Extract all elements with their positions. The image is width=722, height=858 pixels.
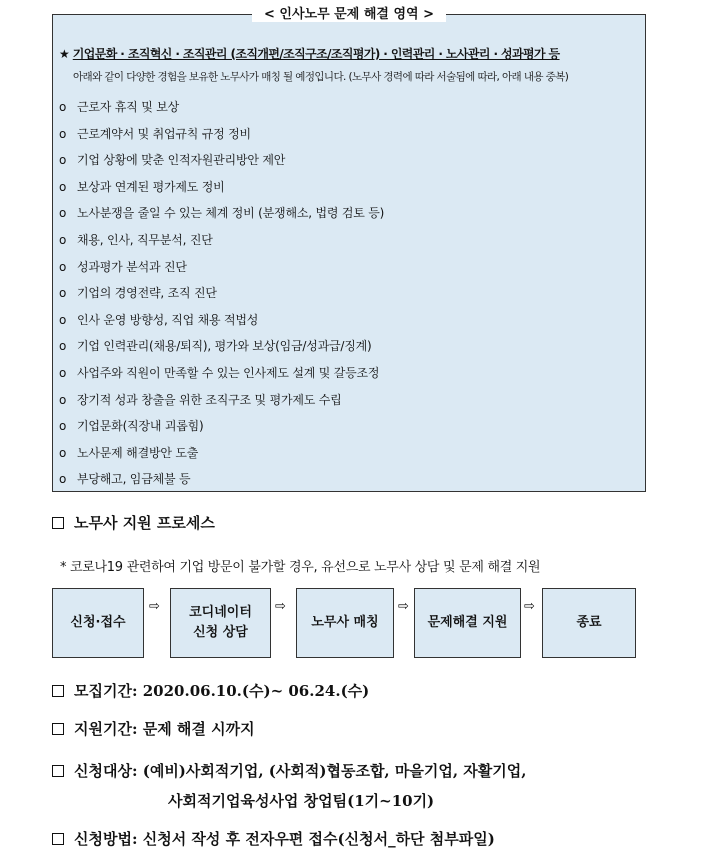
bullet-icon: o	[59, 339, 67, 354]
step-coordinator	[170, 588, 271, 658]
step-apply	[52, 588, 144, 658]
list-item: o 기업문화(직장내 괴롭힘)	[59, 419, 204, 434]
list-item: o 부당해고, 임금체불 등	[59, 472, 191, 487]
process-note: * 코로나19 관련하여 기업 방문이 불가할 경우, 유선으로 노무사 상담 및 문제 해결 지원	[60, 560, 541, 575]
step-matching	[296, 588, 394, 658]
box-note: 아래와 같이 다양한 경험을 보유한 노무사가 매칭 될 예정입니다. (노무사 경력에 따라 서술됨에 따라, 아래 내용 중복)	[73, 71, 569, 83]
target-continued: 사회적기업육성사업 창업팀(1기~10기)	[168, 792, 435, 810]
step-resolve	[414, 588, 521, 658]
bullet-icon: o	[59, 312, 67, 327]
list-item: o 장기적 성과 창출을 위한 조직구조 및 평가제도 수립	[59, 392, 342, 407]
bullet-icon: o	[59, 445, 67, 460]
step-end	[542, 588, 636, 658]
step-label: 종료	[576, 615, 602, 630]
bullet-icon: o	[59, 286, 67, 301]
bullet-icon: o	[59, 126, 67, 141]
checkbox-icon	[52, 833, 64, 845]
list-item: o 채용, 인사, 직무분석, 진단	[59, 233, 213, 247]
bullet-icon: o	[59, 392, 67, 407]
bullet-icon: o	[59, 153, 67, 168]
list-item: o 인사 운영 방향성, 직업 채용 적법성	[59, 312, 259, 327]
arrow-icon: ⇨	[524, 599, 535, 614]
list-item: o 성과평가 분석과 진단	[59, 259, 187, 274]
application-method: 신청방법: 신청서 작성 후 전자우편 접수(신청서_하단 첨부파일)	[52, 828, 495, 850]
bullet-icon: o	[59, 472, 67, 487]
step-label: 신청·접수	[70, 615, 126, 630]
arrow-icon: ⇨	[275, 599, 286, 614]
star-icon: ★	[59, 47, 70, 61]
problem-area-box	[52, 7, 646, 492]
arrow-icon: ⇨	[398, 599, 409, 614]
bullet-icon: o	[59, 419, 67, 434]
arrow-icon: ⇨	[149, 599, 160, 614]
bullet-icon: o	[59, 179, 67, 194]
bullet-icon: o	[59, 259, 67, 274]
list-item: o 보상과 연계된 평가제도 정비	[59, 179, 225, 194]
star-line	[59, 45, 560, 62]
list-item: o 기업의 경영전략, 조직 진단	[59, 286, 217, 301]
process-heading: 노무사 지원 프로세스	[52, 512, 215, 534]
list-item: o 노사분쟁을 줄일 수 있는 체계 정비 (분쟁해소, 법령 검토 등)	[59, 206, 385, 221]
checkbox-icon	[52, 723, 64, 735]
list-item: o 기업 인력관리(채용/퇴직), 평가와 보상(임금/성과급/징계)	[59, 339, 372, 354]
box-title: < 인사노무 문제 해결 영역 >	[53, 6, 645, 24]
list-item: o 노사문제 해결방안 도출	[59, 445, 199, 460]
list-item: o 근로계약서 및 취업규칙 규정 정비	[59, 126, 251, 141]
step-label: 코디네이터 신청 상담	[189, 605, 252, 640]
bullet-icon: o	[59, 100, 67, 114]
bullet-icon: o	[59, 366, 67, 380]
list-item: o 기업 상황에 맞춘 인적자원관리방안 제안	[59, 153, 286, 168]
checkbox-icon	[52, 765, 64, 777]
step-label: 노무사 매칭	[311, 615, 379, 630]
star-text: 기업문화 · 조직혁신 · 조직관리 (조직개편/조직구조/조직평가) · 인력관리 · 노사관리 · 성과평가 등	[72, 47, 560, 61]
checkbox-icon	[52, 517, 64, 529]
support-period: 지원기간: 문제 해결 시까지	[52, 718, 255, 740]
bullet-icon: o	[59, 233, 67, 247]
bullet-icon: o	[59, 206, 67, 221]
recruit-period: 모집기간: 2020.06.10.(수)~ 06.24.(수)	[52, 680, 369, 702]
list-item: o 근로자 휴직 및 보상	[59, 100, 179, 114]
list-item: o 사업주와 직원이 만족할 수 있는 인사제도 설계 및 갈등조정	[59, 366, 380, 380]
step-label: 문제해결 지원	[427, 615, 508, 630]
target: 신청대상: (예비)사회적기업, (사회적)협동조합, 마을기업, 자활기업,	[52, 760, 526, 782]
checkbox-icon	[52, 685, 64, 697]
